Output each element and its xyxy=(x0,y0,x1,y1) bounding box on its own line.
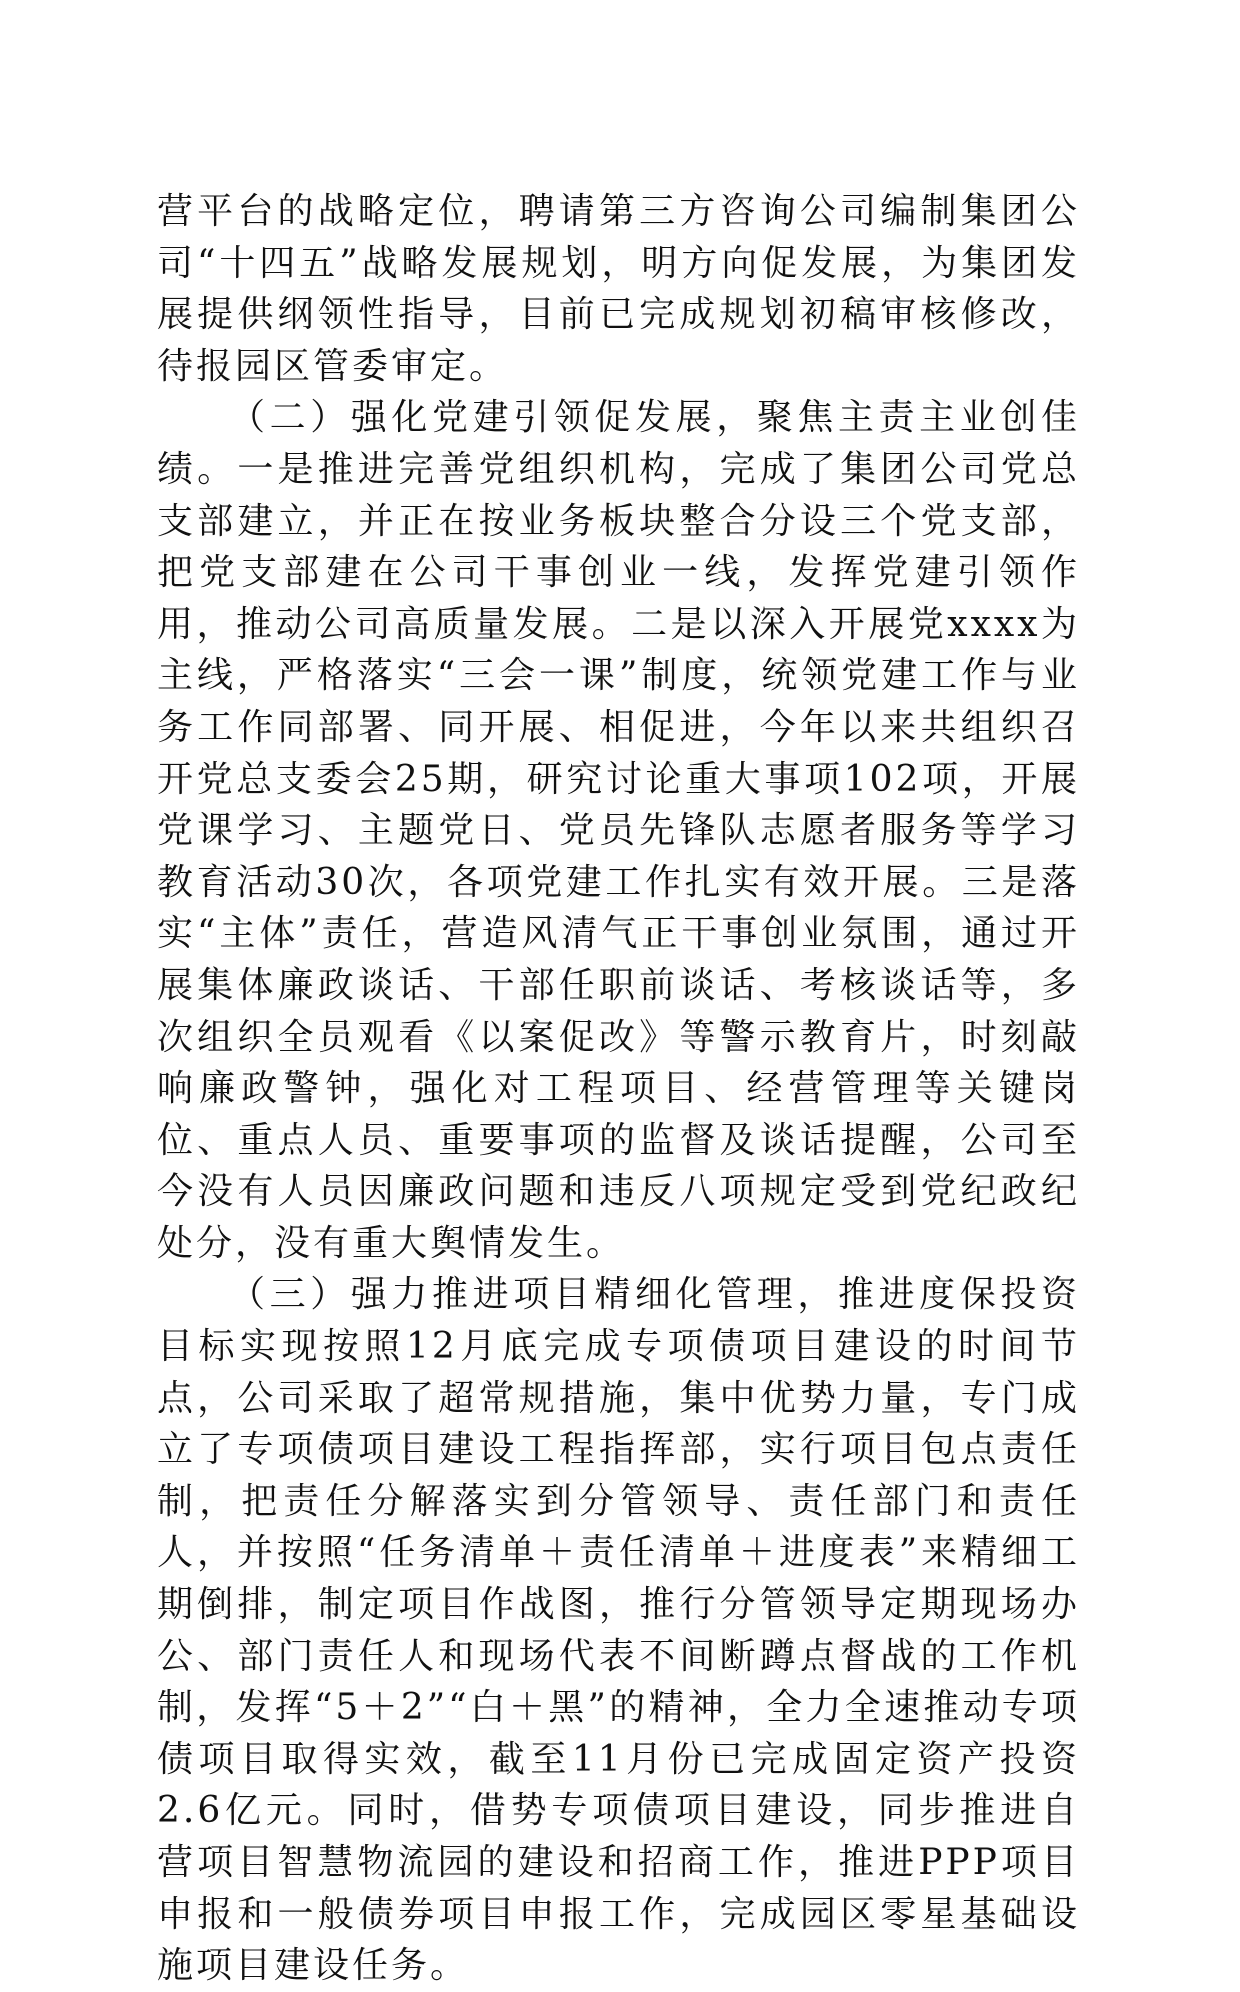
document-page xyxy=(157,186,1080,1992)
paragraph-party-building: （二）强化党建引领促发展，聚焦主责主业创佳绩。一是推进完善党组织机构，完成了集团公司党总支部建立，并正在按业务板块整合分设三个党支部，把党支部建在公司干事创业一线，发挥党建引领作用，推动公司高质量发展。二是以深入开展党xxxx为主线，严格落实“三会一课”制度，统领党建工作与业务工作同部署、同开展、相促进，今年以来共组织召开党总支委会25期，研究讨论重大事项102项，开展党课学习、主题党日、党员先锋队志愿者服务等学习教育活动30次，各项党建工作扎实有效开展。三是落实“主体”责任，营造风清气正干事创业氛围，通过开展集体廉政谈话、干部任职前谈话、考核谈话等，多次组织全员观看《以案促改》等警示教育片，时刻敲响廉政警钟，强化对工程项目、经营管理等关键岗位、重点人员、重要事项的监督及谈话提醒，公司至今没有人员因廉政问题和违反八项规定受到党纪政纪处分，没有重大舆情发生。 xyxy=(157,397,1080,1264)
paragraph-strategy-plan: 营平台的战略定位，聘请第三方咨询公司编制集团公司“十四五”战略发展规划，明方向促发展，为集团发展提供纲领性指导，目前已完成规划初稿审核修改，待报园区管委审定。 xyxy=(157,191,1080,387)
paragraph-project-management: （三）强力推进项目精细化管理，推进度保投资目标实现按照12月底完成专项债项目建设的时间节点，公司采取了超常规措施，集中优势力量，专门成立了专项债项目建设工程指挥部，实行项目包点责任制，把责任分解落实到分管领导、责任部门和责任人，并按照“任务清单＋责任清单＋进度表”来精细工期倒排，制定项目作战图，推行分管领导定期现场办公、部门责任人和现场代表不间断蹲点督战的工作机制，发挥“5＋2”“白＋黑”的精神，全力全速推动专项债项目取得实效，截至11月份已完成固定资产投资2.6亿元。同时，借势专项债项目建设，同步推进自营项目智慧物流园的建设和招商工作，推进PPP项目申报和一般债券项目申报工作，完成园区零星基础设施项目建设任务。 xyxy=(157,1274,1080,1987)
